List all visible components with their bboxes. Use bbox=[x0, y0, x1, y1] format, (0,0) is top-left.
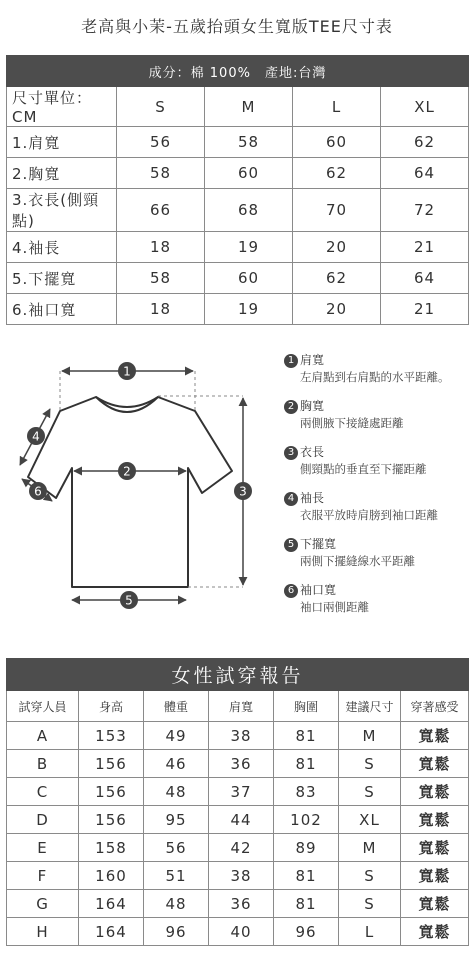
legend-name: 袖長 bbox=[300, 491, 325, 505]
size-label: XL bbox=[381, 87, 469, 127]
table-cell: 96 bbox=[144, 918, 209, 946]
table-cell: L bbox=[339, 918, 401, 946]
legend-name: 袖口寬 bbox=[300, 583, 337, 597]
table-row bbox=[7, 232, 469, 263]
legend-item bbox=[284, 582, 470, 628]
table-cell: 66 bbox=[117, 189, 205, 232]
table-row bbox=[7, 127, 469, 158]
size-header-row bbox=[7, 87, 469, 127]
table-cell: 寬鬆 bbox=[401, 862, 469, 890]
svg-text:6: 6 bbox=[34, 484, 42, 499]
table-cell: 60 bbox=[205, 263, 293, 294]
table-cell: 寬鬆 bbox=[401, 778, 469, 806]
table-cell: 95 bbox=[144, 806, 209, 834]
table-cell: S bbox=[339, 778, 401, 806]
legend-name: 胸寬 bbox=[300, 399, 325, 413]
svg-text:2: 2 bbox=[123, 464, 131, 479]
table-cell: 36 bbox=[209, 890, 274, 918]
table-cell: B bbox=[7, 750, 79, 778]
table-row bbox=[7, 158, 469, 189]
table-row bbox=[7, 294, 469, 325]
table-cell: 20 bbox=[293, 232, 381, 263]
table-cell: 20 bbox=[293, 294, 381, 325]
table-cell: 62 bbox=[293, 263, 381, 294]
legend-number: 4 bbox=[284, 492, 298, 506]
table-cell: 64 bbox=[381, 263, 469, 294]
table-cell: 37 bbox=[209, 778, 274, 806]
table-cell: 寬鬆 bbox=[401, 918, 469, 946]
table-cell: 81 bbox=[274, 750, 339, 778]
legend-description: 袖口兩側距離 bbox=[300, 600, 369, 614]
try-on-report-title: 女性試穿報告 bbox=[7, 659, 469, 691]
table-cell: S bbox=[339, 862, 401, 890]
table-cell: 46 bbox=[144, 750, 209, 778]
size-chart-table bbox=[6, 55, 469, 325]
column-header: 胸圍 bbox=[274, 691, 339, 722]
marker-2 bbox=[118, 462, 136, 480]
table-cell: 寬鬆 bbox=[401, 890, 469, 918]
table-cell: 60 bbox=[293, 127, 381, 158]
legend-description: 左肩點到右肩點的水平距離。 bbox=[300, 370, 450, 384]
table-cell: 58 bbox=[117, 263, 205, 294]
table-row bbox=[7, 778, 469, 806]
marker-4 bbox=[27, 427, 45, 445]
table-cell: 19 bbox=[205, 232, 293, 263]
table-cell: S bbox=[339, 890, 401, 918]
table-cell: 72 bbox=[381, 189, 469, 232]
table-cell: 38 bbox=[209, 722, 274, 750]
table-cell: 64 bbox=[381, 158, 469, 189]
table-cell: 56 bbox=[144, 834, 209, 862]
table-cell: 156 bbox=[79, 750, 144, 778]
table-cell: 96 bbox=[274, 918, 339, 946]
table-cell: 102 bbox=[274, 806, 339, 834]
svg-text:3: 3 bbox=[239, 484, 247, 499]
table-cell: 81 bbox=[274, 862, 339, 890]
legend-number: 1 bbox=[284, 354, 298, 368]
legend-item bbox=[284, 490, 470, 536]
table-cell: 38 bbox=[209, 862, 274, 890]
svg-text:4: 4 bbox=[32, 429, 40, 444]
table-cell: 18 bbox=[117, 294, 205, 325]
legend-number: 5 bbox=[284, 538, 298, 552]
table-cell: 58 bbox=[205, 127, 293, 158]
table-cell: 18 bbox=[117, 232, 205, 263]
table-cell: 寬鬆 bbox=[401, 722, 469, 750]
table-cell: 56 bbox=[117, 127, 205, 158]
table-cell: 60 bbox=[205, 158, 293, 189]
unit-label: 尺寸單位：CM bbox=[7, 87, 117, 127]
marker-5 bbox=[120, 591, 138, 609]
table-cell: 40 bbox=[209, 918, 274, 946]
table-cell: 寬鬆 bbox=[401, 834, 469, 862]
table-cell: 158 bbox=[79, 834, 144, 862]
column-header: 建議尺寸 bbox=[339, 691, 401, 722]
column-header: 試穿人員 bbox=[7, 691, 79, 722]
legend-item bbox=[284, 398, 470, 444]
table-cell: 62 bbox=[293, 158, 381, 189]
legend-name: 衣長 bbox=[300, 445, 325, 459]
table-cell: 58 bbox=[117, 158, 205, 189]
table-cell: 81 bbox=[274, 890, 339, 918]
material-origin-band: 成分：棉 100% 產地:台灣 bbox=[7, 56, 469, 87]
table-cell: 156 bbox=[79, 778, 144, 806]
table-cell: F bbox=[7, 862, 79, 890]
table-cell: 89 bbox=[274, 834, 339, 862]
measure-label: 5.下擺寬 bbox=[7, 263, 117, 294]
table-cell: 寬鬆 bbox=[401, 750, 469, 778]
table-cell: H bbox=[7, 918, 79, 946]
svg-text:5: 5 bbox=[125, 593, 133, 608]
legend-item bbox=[284, 352, 470, 398]
page-title: 老高與小茉-五歲抬頭女生寬版TEE尺寸表 bbox=[81, 17, 393, 36]
measure-label: 1.肩寬 bbox=[7, 127, 117, 158]
table-cell: 68 bbox=[205, 189, 293, 232]
table-cell: 164 bbox=[79, 918, 144, 946]
table-cell: 21 bbox=[381, 232, 469, 263]
column-header: 穿著感受 bbox=[401, 691, 469, 722]
legend-number: 6 bbox=[284, 584, 298, 598]
table-cell: 19 bbox=[205, 294, 293, 325]
marker-3 bbox=[234, 482, 252, 500]
table-cell: XL bbox=[339, 806, 401, 834]
table-cell: 48 bbox=[144, 778, 209, 806]
column-header: 肩寬 bbox=[209, 691, 274, 722]
table-row bbox=[7, 834, 469, 862]
table-row bbox=[7, 722, 469, 750]
table-cell: 156 bbox=[79, 806, 144, 834]
table-cell: 42 bbox=[209, 834, 274, 862]
table-cell: M bbox=[339, 722, 401, 750]
table-cell: 44 bbox=[209, 806, 274, 834]
legend-name: 肩寬 bbox=[300, 353, 325, 367]
table-row bbox=[7, 806, 469, 834]
try-on-header-row bbox=[7, 691, 469, 722]
table-cell: 寬鬆 bbox=[401, 806, 469, 834]
legend-description: 側頸點的垂直至下擺距離 bbox=[300, 462, 427, 476]
table-cell: 81 bbox=[274, 722, 339, 750]
size-label: M bbox=[205, 87, 293, 127]
size-label: S bbox=[117, 87, 205, 127]
measure-label: 4.袖長 bbox=[7, 232, 117, 263]
table-cell: 164 bbox=[79, 890, 144, 918]
table-cell: 153 bbox=[79, 722, 144, 750]
measure-label: 3.衣長(側頸點) bbox=[7, 189, 117, 232]
table-cell: C bbox=[7, 778, 79, 806]
table-cell: 36 bbox=[209, 750, 274, 778]
column-header: 身高 bbox=[79, 691, 144, 722]
legend-description: 兩側下擺縫線水平距離 bbox=[300, 554, 415, 568]
marker-1 bbox=[118, 362, 136, 380]
legend-description: 衣服平放時肩膀到袖口距離 bbox=[300, 508, 438, 522]
table-cell: M bbox=[339, 834, 401, 862]
table-row bbox=[7, 189, 469, 232]
table-cell: 160 bbox=[79, 862, 144, 890]
tshirt-outline-icon bbox=[28, 397, 232, 587]
table-cell: E bbox=[7, 834, 79, 862]
column-header: 體重 bbox=[144, 691, 209, 722]
table-row bbox=[7, 750, 469, 778]
table-cell: S bbox=[339, 750, 401, 778]
legend-item bbox=[284, 536, 470, 582]
measure-label: 2.胸寬 bbox=[7, 158, 117, 189]
table-cell: D bbox=[7, 806, 79, 834]
size-label: L bbox=[293, 87, 381, 127]
measure-label: 6.袖口寬 bbox=[7, 294, 117, 325]
table-row bbox=[7, 862, 469, 890]
table-cell: 62 bbox=[381, 127, 469, 158]
table-cell: G bbox=[7, 890, 79, 918]
table-cell: 48 bbox=[144, 890, 209, 918]
legend-item bbox=[284, 444, 470, 490]
legend-name: 下擺寬 bbox=[300, 537, 337, 551]
try-on-report-table bbox=[6, 658, 469, 946]
table-cell: 83 bbox=[274, 778, 339, 806]
table-row bbox=[7, 890, 469, 918]
table-cell: A bbox=[7, 722, 79, 750]
table-row bbox=[7, 263, 469, 294]
measurement-legend bbox=[284, 352, 470, 628]
table-cell: 70 bbox=[293, 189, 381, 232]
marker-6 bbox=[29, 482, 47, 500]
svg-text:1: 1 bbox=[123, 364, 131, 379]
legend-number: 2 bbox=[284, 400, 298, 414]
table-cell: 21 bbox=[381, 294, 469, 325]
legend-number: 3 bbox=[284, 446, 298, 460]
table-row bbox=[7, 918, 469, 946]
table-cell: 51 bbox=[144, 862, 209, 890]
table-cell: 49 bbox=[144, 722, 209, 750]
legend-description: 兩側腋下接縫處距離 bbox=[300, 416, 404, 430]
